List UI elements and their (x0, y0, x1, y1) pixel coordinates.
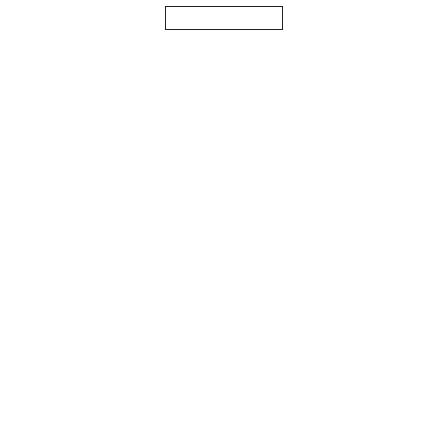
body-paragraph-1 (8, 36, 439, 296)
body-paragraph-2 (8, 297, 439, 423)
document-title (165, 6, 283, 30)
